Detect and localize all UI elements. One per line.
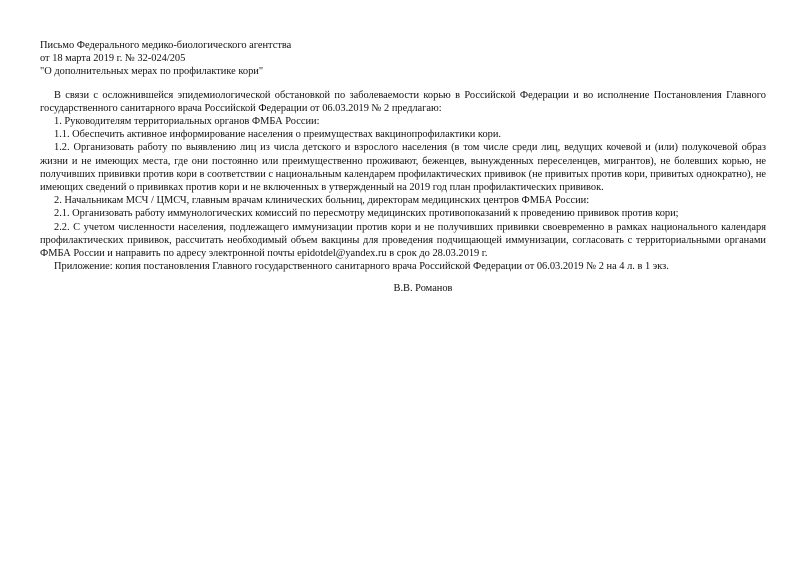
document-body <box>40 89 766 274</box>
signature: В.В. Романов <box>393 283 453 295</box>
paragraph-1-2: 1.2. Организовать работу по выявлению лиц из числа детского и взрослого населения (в том числе среди лиц, ведущих кочевой и (или) полукочевой образ жизни и не имеющих места, где они постоянно или преимущественно проживают, беженцев, вынужденных переселенцев, мигрантов), не болевших корью, не получивших прививки против кори в соответствии с национальным календарем профилактических прививок (не привитых против кори, привитых однократно), не имеющих сведений о прививках против кори и не включенных в утвержденный на 2019 год план профилактических прививок. <box>40 142 766 194</box>
header-date-number: от 18 марта 2019 г. № 32-024/205 <box>40 53 186 65</box>
paragraph-2: 2. Начальникам МСЧ / ЦМСЧ, главным врачам клинических больниц, директорам медицинских центров ФМБА России: <box>54 195 590 207</box>
header-subject: "О дополнительных мерах по профилактике кори" <box>40 66 264 78</box>
header-issuer: Письмо Федерального медико-биологического агентства <box>40 40 292 51</box>
paragraph-attachment: Приложение: копия постановления Главного государственного санитарного врача Российской Федерации от 06.03.2019 № 2 на 4 л. в 1 экз. <box>54 261 669 273</box>
document-page <box>40 39 766 296</box>
paragraph-2-2: 2.2. С учетом численности населения, подлежащего иммунизации против кори и не получивших прививки своевременно в рамках национального календаря профилактических прививок, рассчитать необходимый объем вакцины для проведения подчищающей иммунизации, согласовать с территориальными органами ФМБА России и направить по адресу электронной почты epidotdel@yandex.ru в срок до 28.03.2019 г. <box>40 221 766 260</box>
paragraph-2-1: 2.1. Организовать работу иммунологических комиссий по пересмотру медицинских противопоказаний к проведению прививок против кори; <box>54 208 679 220</box>
paragraph-1-1: 1.1. Обеспечить активное информирование населения о преимуществах вакцинопрофилактики кори. <box>54 129 501 141</box>
document-header <box>40 39 766 79</box>
paragraph-1: 1. Руководителям территориальных органов ФМБА России: <box>54 116 320 128</box>
paragraph-intro: В связи с осложнившейся эпидемиологической обстановкой по заболеваемости корью в Российской Федерации и во исполнение Постановления Главного государственного санитарного врача Российской Федерации от 06.03.2019 № 2 предлагаю: <box>40 89 766 114</box>
